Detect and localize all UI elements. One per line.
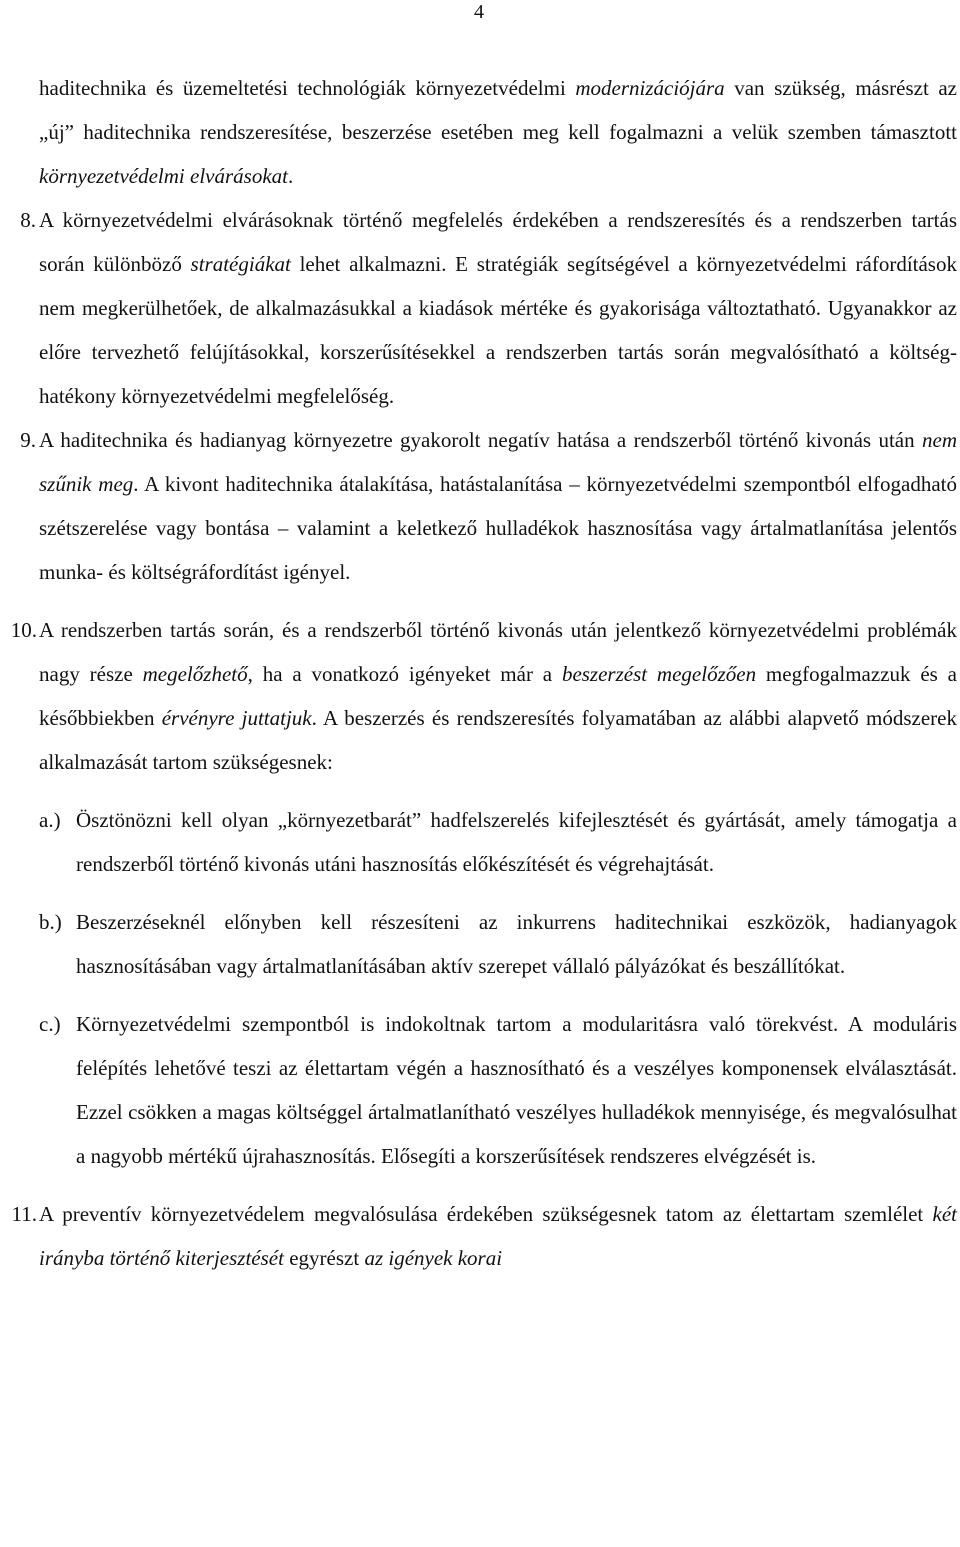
emphasis: két irányba történő kiterjesztését — [39, 1202, 957, 1270]
paragraph-11 — [11, 1192, 957, 1280]
paragraph-number: 9. — [20, 428, 36, 452]
text-run: . A beszerzés és rendszeresítés folyamatában az alábbi alapvető módszerek alkalmazását tartom szükségesnek: — [39, 706, 957, 774]
list-item-text: Beszerzéseknél előnyben kell részesíteni az inkurrens haditechnikai eszközök, hadianyagok hasznosításában vagy ártalmatlanításában aktív szerepet vállaló pályázókat és beszállítókat. — [76, 910, 957, 978]
list-item-b — [39, 900, 957, 988]
emphasis: stratégiákat — [190, 252, 291, 276]
text-run: haditechnika és üzemeltetési technológiák környezetvédelmi — [39, 76, 576, 100]
emphasis: megelőzhető — [142, 662, 248, 686]
text-run: A környezetvédelmi elvárásoknak történő megfelelés érdekében a rendszeresítés és a rendszerben tartás során különböző — [39, 208, 957, 276]
paragraph-8 — [20, 198, 957, 418]
text-run: . A kivont haditechnika átalakítása, hatástalanítása – környezetvédelmi szempontból elfogadható szétszerelése vagy bontása – valamint a keletkező hulladékok hasznosítása vagy ártalmatlanítása jelentős munka- és költségráfordítást igényel. — [39, 472, 957, 584]
text-run: lehet alkalmazni. E stratégiák segítségével a környezetvédelmi ráfordítások nem megkerülhetőek, de alkalmazásukkal a kiadások mértéke és gyakorisága változtatható. Ugyanakkor az előre tervezhető felújításokkal, korszerűsítésekkel a rendszerben tartás során megvalósítható a költség-hatékony környezetvédelmi megfelelőség. — [39, 252, 957, 408]
list-item-a — [39, 798, 957, 886]
text-run: megfogalmazzuk és a későbbiekben — [39, 662, 958, 730]
text-run: A preventív környezetvédelem megvalósulása érdekében szükségesnek tatom az élettartam szemlélet — [39, 1202, 933, 1226]
list-label: b.) — [39, 910, 62, 934]
emphasis: nem szűnik meg — [39, 428, 957, 496]
paragraph-9 — [20, 418, 957, 594]
list-label: a.) — [39, 808, 61, 832]
list-item-text: Környezetvédelmi szempontból is indokoltnak tartom a modularitásra való törekvést. A moduláris felépítés lehetővé teszi az élettartam végén a hasznosítható és a veszélyes komponensek elválasztását. Ezzel csökken a magas költséggel ártalmatlanítható veszélyes hulladékok mennyisége, és megvalósulhat a nagyobb mértékű újrahasznosítás. Elősegíti a korszerűsítések rendszeres elvégzését is. — [76, 1012, 957, 1168]
emphasis: az igények korai — [364, 1246, 503, 1270]
document-body — [10, 66, 958, 1280]
emphasis: modernizációjára — [575, 76, 725, 100]
list-item-text: Ösztönözni kell olyan „környezetbarát” hadfelszerelés kifejlesztését és gyártását, amely támogatja a rendszerből történő kivonás utáni hasznosítás előkészítését és végrehajtását. — [76, 808, 957, 876]
text-run: A rendszerben tartás során, és a rendszerből történő kivonás után jelentkező környezetvédelmi problémák nagy része — [39, 618, 957, 686]
emphasis: környezetvédelmi elvárásokat — [39, 164, 288, 188]
emphasis: érvényre juttatjuk — [161, 706, 312, 730]
list-label: c.) — [39, 1012, 61, 1036]
paragraph-10 — [10, 608, 958, 784]
paragraph-number: 10. — [10, 618, 37, 642]
paragraph-number: 8. — [20, 208, 36, 232]
text-run: , ha a vonatkozó igényeket már a — [247, 662, 562, 686]
intro-paragraph — [39, 66, 957, 198]
text-run: van szükség, másrészt az „új” haditechnika rendszeresítése, beszerzése esetében meg kell fogalmazni a velük szemben támasztott — [39, 76, 957, 144]
text-run: A haditechnika és hadianyag környezetre gyakorolt negatív hatása a rendszerből történő kivonás után — [39, 428, 922, 452]
text-run: . — [288, 164, 294, 188]
emphasis: beszerzést megelőzően — [561, 662, 757, 686]
page-number: 4 — [474, 1, 484, 23]
text-run: egyrészt — [283, 1246, 365, 1270]
paragraph-number: 11. — [11, 1202, 37, 1226]
list-item-c — [39, 1002, 957, 1178]
